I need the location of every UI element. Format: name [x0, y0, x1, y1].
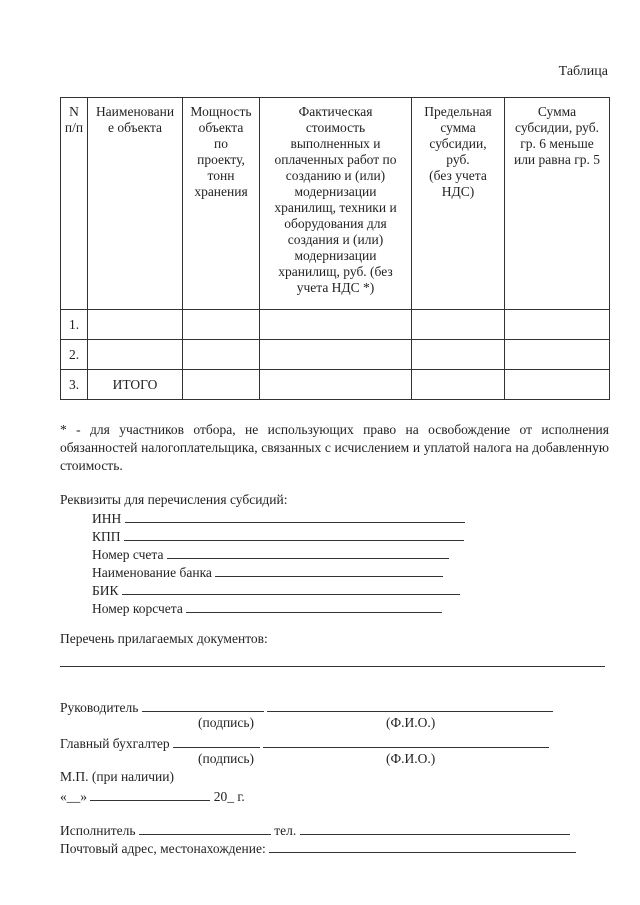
- accountant-fio-field[interactable]: [263, 734, 549, 748]
- header-object-name: Наименовани е объекта: [88, 98, 183, 310]
- executor-field[interactable]: [139, 821, 271, 835]
- date-line: [60, 787, 245, 805]
- date-day[interactable]: «__»: [60, 789, 87, 804]
- requisites-title: Реквизиты для перечисления субсидий:: [60, 492, 288, 507]
- header-capacity: Мощность объекта по проекту, тонн хранения: [183, 98, 260, 310]
- row-name: ИТОГО: [88, 370, 183, 400]
- row-number: 3.: [61, 370, 88, 400]
- bik-line: [92, 581, 460, 599]
- accountant-line: [60, 734, 549, 752]
- row-cell[interactable]: [183, 340, 260, 370]
- address-field[interactable]: [269, 839, 576, 853]
- subsidy-table: [60, 97, 610, 400]
- header-number: N п/п: [61, 98, 88, 310]
- accountant-signature-field[interactable]: [173, 734, 260, 748]
- phone-label: тел.: [274, 823, 297, 838]
- header-actual-cost: Фактическая стоимость выполненных и оплаченных работ по созданию и (или) модернизации хранилищ, техники и оборудования для создания и (или) модернизации хранилищ, руб. (без учета НДС *): [260, 98, 412, 310]
- kpp-label: КПП: [92, 529, 121, 544]
- row-cell[interactable]: [183, 370, 260, 400]
- documents-title: Перечень прилагаемых документов:: [60, 631, 268, 646]
- row-number: 2.: [61, 340, 88, 370]
- row-cell[interactable]: [260, 340, 412, 370]
- row-cell[interactable]: [412, 370, 505, 400]
- table-row: [61, 340, 610, 370]
- table-row: [61, 310, 610, 340]
- bank-label: Наименование банка: [92, 565, 212, 580]
- head-label: Руководитель: [60, 700, 139, 715]
- row-cell[interactable]: [260, 310, 412, 340]
- account-label: Номер счета: [92, 547, 164, 562]
- executor-line: [60, 821, 570, 839]
- date-month-field[interactable]: [90, 787, 210, 801]
- row-cell[interactable]: [183, 310, 260, 340]
- table-header-row: [61, 98, 610, 310]
- address-line: [60, 839, 576, 857]
- address-label: Почтовый адрес, местонахождение:: [60, 841, 266, 856]
- bank-line: [92, 563, 443, 581]
- table-caption: Таблица: [558, 64, 608, 79]
- head-fio-hint: (Ф.И.О.): [386, 715, 436, 730]
- account-field[interactable]: [167, 545, 449, 559]
- header-max-subsidy: Предельная сумма субсидии, руб. (без учета НДС): [412, 98, 505, 310]
- inn-field[interactable]: [125, 509, 465, 523]
- row-name[interactable]: [88, 340, 183, 370]
- bank-field[interactable]: [215, 563, 443, 577]
- account-line: [92, 545, 449, 563]
- head-signature-field[interactable]: [142, 698, 264, 712]
- row-cell[interactable]: [505, 310, 610, 340]
- date-year: 20_ г.: [213, 789, 245, 804]
- stamp-note: М.П. (при наличии): [60, 769, 174, 784]
- documents-field[interactable]: [60, 666, 605, 667]
- head-line: [60, 698, 553, 716]
- accountant-signature-hint: (подпись): [198, 751, 255, 766]
- inn-line: [92, 509, 465, 527]
- kpp-line: [92, 527, 464, 545]
- row-number: 1.: [61, 310, 88, 340]
- row-cell[interactable]: [505, 370, 610, 400]
- executor-label: Исполнитель: [60, 823, 136, 838]
- footnote: * - для участников отбора, не использующих право на освобождение от исполнения обязанностей налогоплательщика, связанных с исчислением и уплатой налога на добавленную стоимость.: [60, 422, 609, 473]
- row-cell[interactable]: [412, 340, 505, 370]
- corr-account-line: [92, 599, 442, 617]
- row-cell[interactable]: [412, 310, 505, 340]
- accountant-label: Главный бухгалтер: [60, 736, 170, 751]
- row-name[interactable]: [88, 310, 183, 340]
- head-signature-hint: (подпись): [198, 715, 255, 730]
- head-fio-field[interactable]: [267, 698, 553, 712]
- kpp-field[interactable]: [124, 527, 464, 541]
- phone-field[interactable]: [300, 821, 570, 835]
- bik-field[interactable]: [122, 581, 460, 595]
- corr-account-field[interactable]: [186, 599, 442, 613]
- row-cell[interactable]: [260, 370, 412, 400]
- row-cell[interactable]: [505, 340, 610, 370]
- header-subsidy-sum: Сумма субсидии, руб. гр. 6 меньше или равна гр. 5: [505, 98, 610, 310]
- inn-label: ИНН: [92, 511, 122, 526]
- corr-account-label: Номер корсчета: [92, 601, 183, 616]
- bik-label: БИК: [92, 583, 119, 598]
- accountant-fio-hint: (Ф.И.О.): [386, 751, 436, 766]
- table-row-total: [61, 370, 610, 400]
